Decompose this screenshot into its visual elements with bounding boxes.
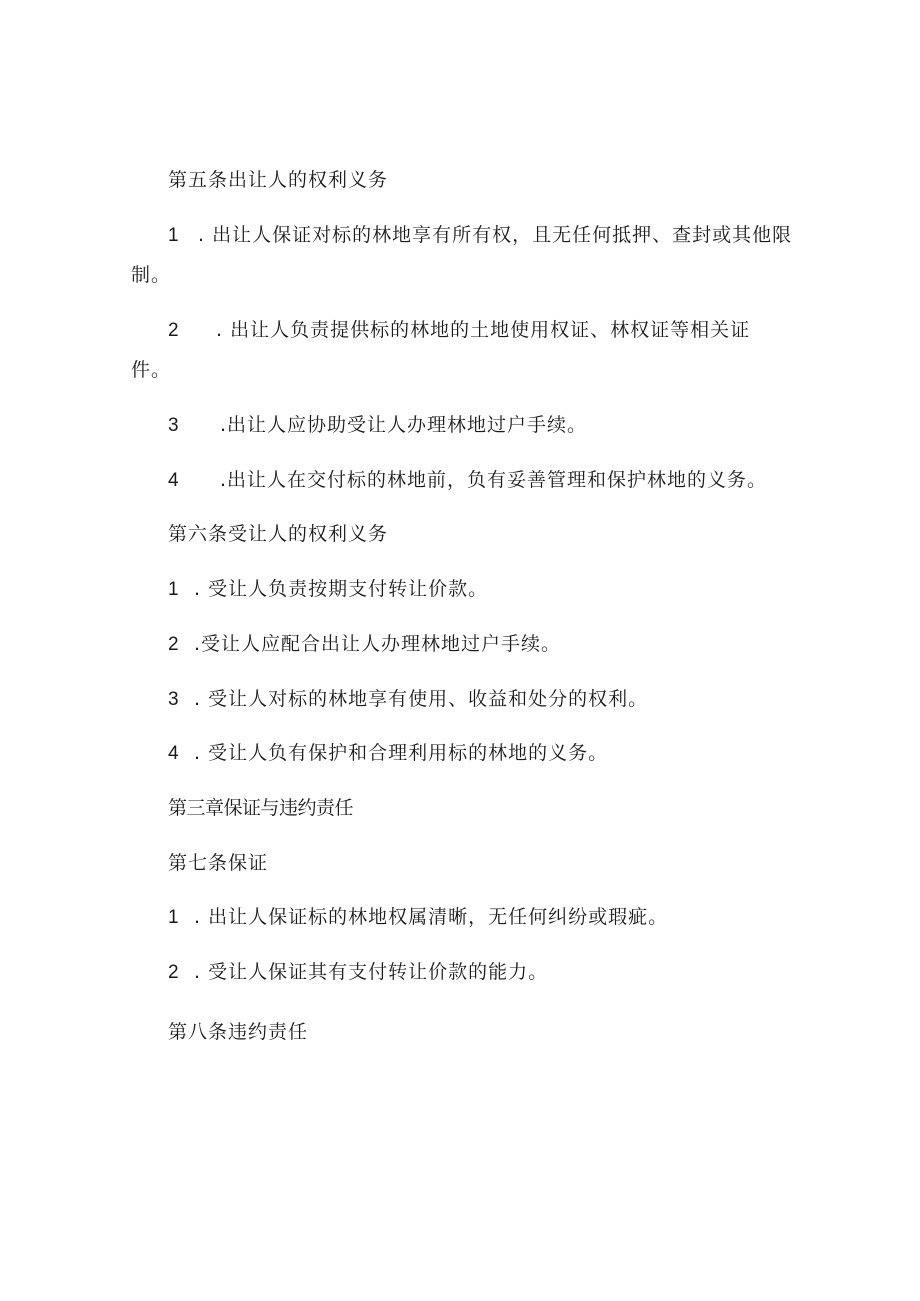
article7-item-1 — [168, 905, 668, 930]
item-text: . 受让人保证其有支付转让价款的能力。 — [194, 961, 549, 983]
article6-item-1 — [168, 577, 488, 602]
item-text: . 受让人对标的林地享有使用、收益和处分的权利。 — [194, 688, 649, 710]
article6-item-3 — [168, 687, 648, 712]
article5-item-3 — [168, 413, 587, 438]
article6-title: 第六条受让人的权利义务 — [168, 523, 389, 545]
chapter3-heading: 第三章保证与违约责任 — [168, 797, 354, 819]
item-text: .受让人应配合出让人办理林地过户手续。 — [194, 633, 562, 655]
article5-item-4 — [168, 468, 767, 493]
item-text: . 出让人保证对标的林地享有所有权，且无任何抵押、查封或其他限 — [198, 224, 793, 246]
article7-title: 第七条保证 — [168, 852, 269, 874]
item-number: 1 — [168, 225, 180, 246]
item-number: 2 — [168, 634, 180, 655]
article7-item-2 — [168, 960, 548, 985]
article5-item-1-line2: 制。 — [131, 264, 172, 286]
article6-item-4 — [168, 741, 608, 766]
item-number: 1 — [168, 907, 180, 928]
item-number: 4 — [168, 470, 180, 491]
article5-item-2-line2: 件。 — [131, 359, 172, 381]
item-number: 2 — [168, 320, 180, 341]
item-number: 1 — [168, 579, 180, 600]
item-text: . 受让人负有保护和合理利用标的林地的义务。 — [194, 742, 609, 764]
item-text: . 出让人保证标的林地权属清晰，无任何纠纷或瑕疵。 — [194, 906, 669, 928]
item-text: .出让人应协助受让人办理林地过户手续。 — [220, 414, 588, 436]
article5-item-2-line1 — [168, 318, 750, 343]
item-text: . 出让人负责提供标的林地的土地使用权证、林权证等相关证 — [216, 319, 751, 341]
article5-title: 第五条出让人的权利义务 — [168, 169, 389, 191]
item-number: 2 — [168, 962, 180, 983]
item-number: 3 — [168, 689, 180, 710]
item-number: 3 — [168, 415, 180, 436]
item-number: 4 — [168, 743, 180, 764]
item-text: . 受让人负责按期支付转让价款。 — [194, 578, 489, 600]
item-text: .出让人在交付标的林地前，负有妥善管理和保护林地的义务。 — [220, 469, 768, 491]
article5-item-1-line1 — [168, 223, 792, 248]
article8-title: 第八条违约责任 — [168, 1021, 309, 1043]
article6-item-2 — [168, 632, 561, 657]
